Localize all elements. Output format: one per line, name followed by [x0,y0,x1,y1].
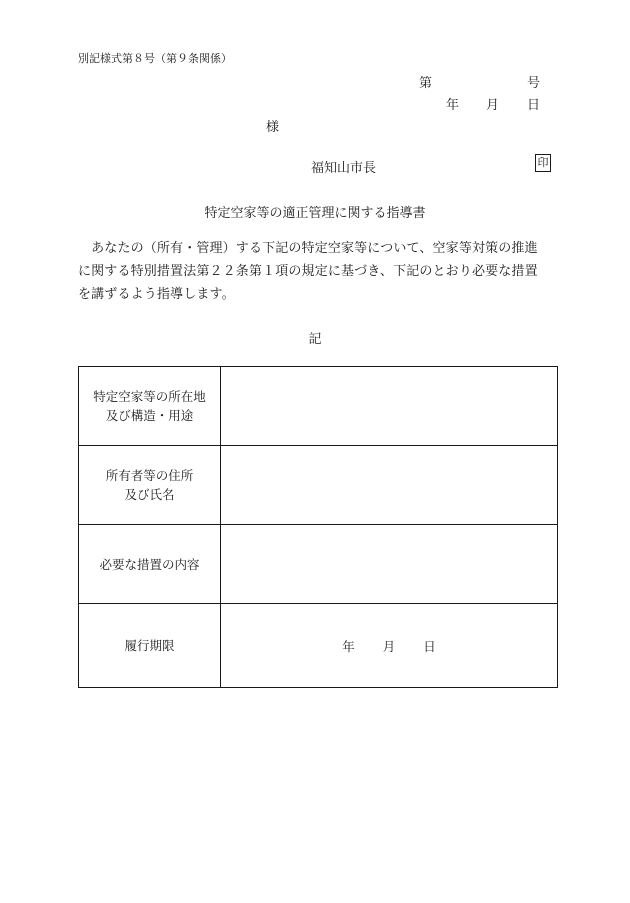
form-number: 別記様式第８号（第９条関係） [78,52,232,65]
deadline-month: 月 [382,638,396,654]
label-line: 及び構造・用途 [105,408,194,423]
document-body [78,237,562,306]
table-row [79,604,558,688]
document-number-suffix: 号 [527,76,541,91]
row-value-owner[interactable] [221,446,558,525]
label-line: 所有者等の住所 [105,468,194,483]
row-label-location [79,367,221,446]
row-label-deadline: 履行期限 [79,604,221,688]
row-label-owner [79,446,221,525]
body-line: に関する特別措置法第２２条第１項の規定に基づき、下記のとおり必要な措置 [78,264,538,279]
issue-date-month: 月 [486,98,500,113]
issue-date-year: 年 [446,98,460,113]
document-number-prefix: 第 [419,76,433,91]
table-row [79,525,558,604]
deadline-year: 年 [342,638,355,654]
seal-mark: 印 [535,154,551,172]
ki-heading: 記 [308,332,322,347]
document-title: 特定空家等の適正管理に関する指導書 [204,206,426,221]
row-value-deadline[interactable] [221,604,558,688]
record-table [78,366,558,688]
label-line: 特定空家等の所在地 [93,389,206,404]
issue-date-day: 日 [527,98,541,113]
body-line: を講ずるよう指導します。 [78,287,235,302]
deadline-day: 日 [423,638,436,654]
row-value-location[interactable] [221,367,558,446]
row-value-measures[interactable] [221,525,558,604]
recipient-honorific: 様 [266,120,280,135]
label-line: 及び氏名 [124,487,175,502]
issuer-name: 福知山市長 [311,161,377,176]
table-row [79,367,558,446]
table-row [79,446,558,525]
body-line: あなたの（所有・管理）する下記の特定空家等について、空家等対策の推進 [78,241,538,256]
row-label-measures: 必要な措置の内容 [79,525,221,604]
